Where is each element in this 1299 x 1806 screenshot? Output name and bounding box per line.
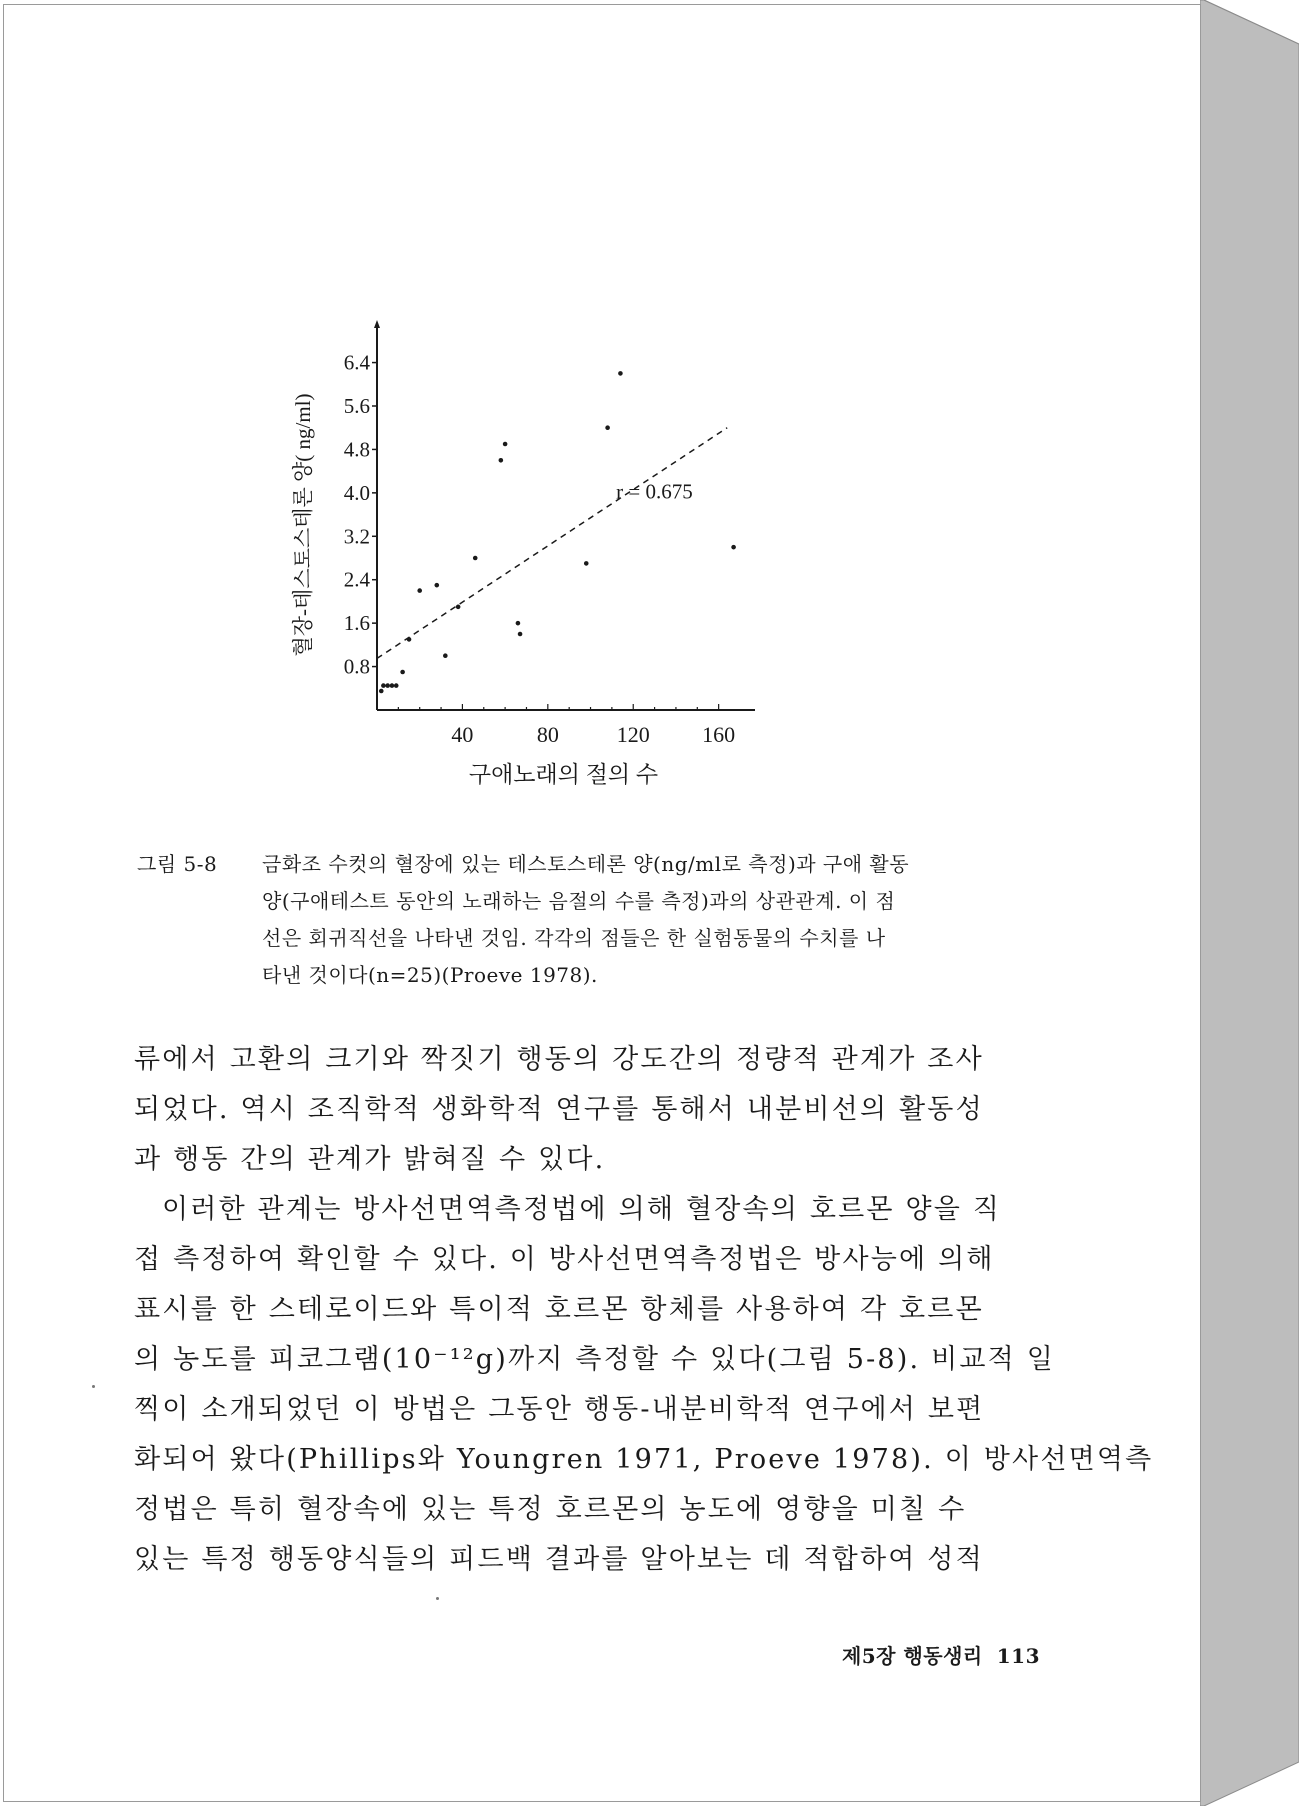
y-tick-label: 0.8 xyxy=(343,654,370,679)
y-axis-title-group xyxy=(291,393,315,656)
y-tick-label: 6.4 xyxy=(343,350,370,375)
data-point xyxy=(518,632,523,637)
body-line: 정법은 특히 혈장속에 있는 특정 호르몬의 농도에 영향을 미칠 수 xyxy=(134,1494,967,1525)
regression-line xyxy=(377,428,727,659)
chapter-title: 제5장 행동생리 xyxy=(841,1644,983,1668)
page-speck xyxy=(436,1597,439,1600)
body-line: 있는 특정 행동양식들의 피드백 결과를 알아보는 데 적합하여 성적 xyxy=(134,1544,984,1575)
data-point xyxy=(503,442,508,447)
data-point xyxy=(473,556,478,561)
data-point xyxy=(417,588,422,593)
x-tick-label: 120 xyxy=(616,722,650,747)
data-point xyxy=(443,653,448,658)
data-point xyxy=(434,583,439,588)
caption-line: 타낸 것이다(n=25)(Proeve 1978). xyxy=(262,963,598,987)
y-tick-label: 1.6 xyxy=(343,611,370,636)
body-line: 이러한 관계는 방사선면역측정법에 의해 혈장속의 호르몬 양을 직 xyxy=(162,1194,1002,1225)
y-tick-label: 3.2 xyxy=(343,524,370,549)
y-tick-label: 4.8 xyxy=(343,437,370,462)
caption-line: 금화조 수컷의 혈장에 있는 테스토스테론 양(ng/ml로 측정)과 구애 활동 xyxy=(262,852,910,876)
caption-line: 선은 회귀직선을 나타낸 것임. 각각의 점들은 한 실험동물의 수치를 나 xyxy=(262,926,886,950)
caption-line: 양(구애테스트 동안의 노래하는 음절의 수를 측정)과의 상관관계. 이 점 xyxy=(262,889,896,913)
y-tick-label: 5.6 xyxy=(343,394,370,418)
body-line: 접 측정하여 확인할 수 있다. 이 방사선면역측정법은 방사능에 의해 xyxy=(134,1244,995,1275)
book-spine-edge xyxy=(1200,0,1299,1806)
page-footer xyxy=(740,1640,1040,1669)
body-line: 화되어 왔다(Phillips와 Youngren 1971, Proeve 1978). 이 방사선면역측 xyxy=(134,1444,1154,1475)
scatter-chart xyxy=(280,320,800,790)
page-speck xyxy=(92,1385,95,1388)
y-axis-title: 혈장-테스토스테론 양( ng/ml) xyxy=(291,393,315,657)
y-tick-label: 2.4 xyxy=(343,567,370,592)
x-tick-label: 80 xyxy=(536,722,559,747)
body-line: 의 농도를 피코그램(10⁻¹²g)까지 측정할 수 있다(그림 5-8). 비교적 일 xyxy=(134,1344,1055,1375)
data-point xyxy=(381,683,386,688)
point-group xyxy=(379,371,736,693)
figure-caption xyxy=(137,846,1017,994)
data-point xyxy=(516,621,521,626)
data-point xyxy=(731,545,736,550)
body-line: 과 행동 간의 관계가 밝혀질 수 있다. xyxy=(134,1144,606,1175)
body-line: 찍이 소개되었던 이 방법은 그동안 행동-내분비학적 연구에서 보편 xyxy=(134,1394,985,1425)
x-axis-title: 구애노래의 절의 수 xyxy=(468,762,659,787)
y-axis-arrow xyxy=(374,320,380,328)
data-point xyxy=(499,458,504,463)
x-tick-label: 40 xyxy=(451,722,474,747)
data-point xyxy=(407,637,412,642)
data-point xyxy=(400,670,405,675)
body-line: 류에서 고환의 크기와 짝짓기 행동의 강도간의 정량적 관계가 조사 xyxy=(134,1044,984,1075)
body-line: 되었다. 역시 조직학적 생화학적 연구를 통해서 내분비선의 활동성 xyxy=(134,1094,984,1125)
regression-label: r = 0.675 xyxy=(616,479,693,504)
data-point xyxy=(605,425,610,430)
data-point xyxy=(390,683,395,688)
caption-body xyxy=(262,846,1017,994)
data-point xyxy=(394,683,399,688)
data-point xyxy=(618,371,623,376)
data-point xyxy=(379,689,384,694)
body-line: 표시를 한 스테로이드와 특이적 호르몬 항체를 사용하여 각 호르몬 xyxy=(134,1294,984,1325)
y-tick-group xyxy=(344,351,377,679)
regression-group xyxy=(377,428,727,659)
chart-axes xyxy=(374,320,755,710)
body-text xyxy=(134,1035,1154,1585)
data-point xyxy=(456,605,461,610)
data-point xyxy=(584,561,589,566)
y-tick-label: 4.0 xyxy=(343,480,370,505)
page-number: 113 xyxy=(996,1644,1040,1668)
x-tick-label: 160 xyxy=(702,722,736,747)
caption-label: 그림 5-8 xyxy=(137,852,218,876)
data-point xyxy=(385,683,390,688)
